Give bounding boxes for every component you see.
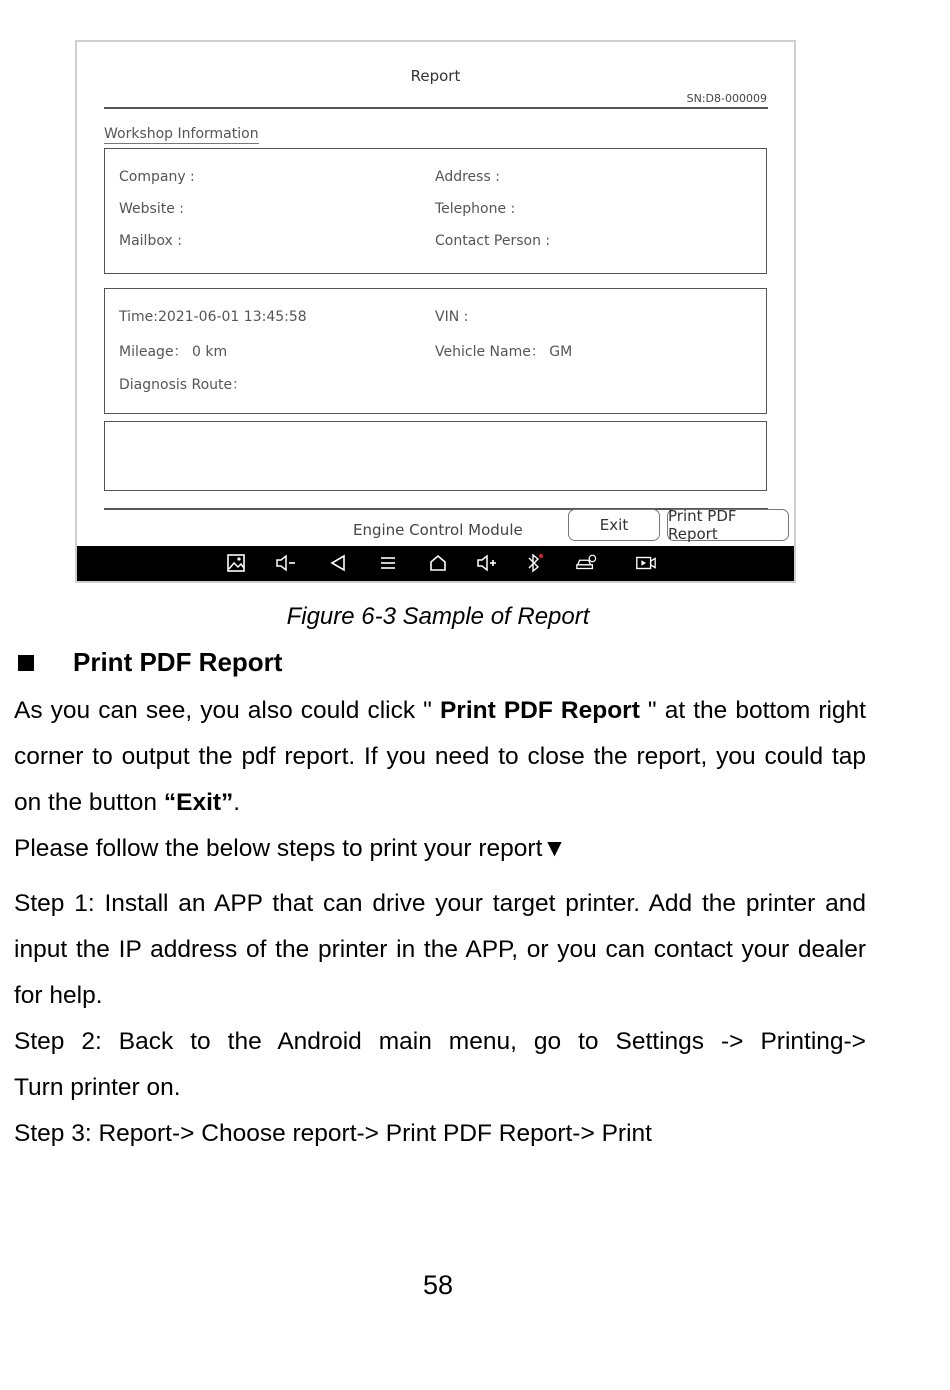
android-nav-bar (77, 546, 794, 581)
back-icon[interactable] (327, 552, 349, 574)
workshop-section-title: Workshop Information (104, 126, 259, 142)
figure-caption: Figure 6-3 Sample of Report (286, 603, 590, 630)
intro-bold-print: Print PDF Report (439, 697, 640, 724)
company-field: Company : (119, 169, 195, 185)
serial-number: SN:D8-000009 (686, 92, 767, 105)
intro-paragraph (14, 688, 866, 826)
intro-bold-exit: “Exit” (163, 789, 234, 816)
home-icon[interactable] (427, 552, 449, 574)
intro-text-3: . (233, 789, 241, 816)
car-diagnosis-icon[interactable] (575, 552, 597, 574)
diagnosis-route-field: Diagnosis Route： (119, 377, 247, 393)
follow-steps-text: Please follow the below steps to print your report▼ (14, 835, 567, 862)
website-field: Website : (119, 201, 184, 217)
vehicle-name-field: Vehicle Name： GM (435, 344, 573, 360)
page-number: 58 (422, 1270, 454, 1300)
volume-down-icon[interactable] (275, 552, 297, 574)
print-pdf-report-button[interactable]: Print PDF Report (667, 509, 789, 541)
exit-button[interactable]: Exit (568, 509, 660, 541)
mileage-field: Mileage： 0 km (119, 344, 228, 360)
intro-text-1: As you can see, you also could click " (14, 697, 440, 724)
step-2-line-2: Turn printer on. (14, 1074, 181, 1101)
vehicle-info-box (104, 288, 767, 414)
volume-up-icon[interactable] (476, 552, 498, 574)
gallery-icon[interactable] (225, 552, 247, 574)
report-title: Report (410, 67, 461, 85)
contact-person-field: Contact Person : (435, 233, 551, 249)
step-2-line-1: Step 2: Back to the Android main menu, go to Settings -> Printing-> (14, 1028, 866, 1055)
menu-icon[interactable] (377, 552, 399, 574)
workshop-info-box (104, 148, 767, 274)
bluetooth-icon[interactable] (523, 552, 545, 574)
bullet-square-icon (18, 655, 34, 671)
telephone-field: Telephone : (435, 201, 516, 217)
report-screenshot (75, 40, 796, 583)
time-field: Time:2021-06-01 13:45:58 (119, 309, 307, 325)
screen-record-icon[interactable] (635, 552, 657, 574)
address-field: Address : (435, 169, 500, 185)
header-divider (104, 107, 768, 109)
section-heading: Print PDF Report (73, 647, 283, 677)
empty-content-box (104, 421, 767, 491)
intro-text-2: " at the bottom right corner to output the pdf report. If you need to close the report, you could tap on the button (14, 697, 866, 816)
step-1-text: Step 1: Install an APP that can drive your target printer. Add the printer and input the IP address of the printer in the APP, or you can contact your dealer for help. (14, 890, 866, 1009)
module-label: Engine Control Module (353, 521, 523, 539)
vin-field: VIN : (435, 309, 469, 325)
step-3-text: Step 3: Report-> Choose report-> Print PDF Report-> Print (14, 1120, 652, 1147)
mailbox-field: Mailbox : (119, 233, 182, 249)
